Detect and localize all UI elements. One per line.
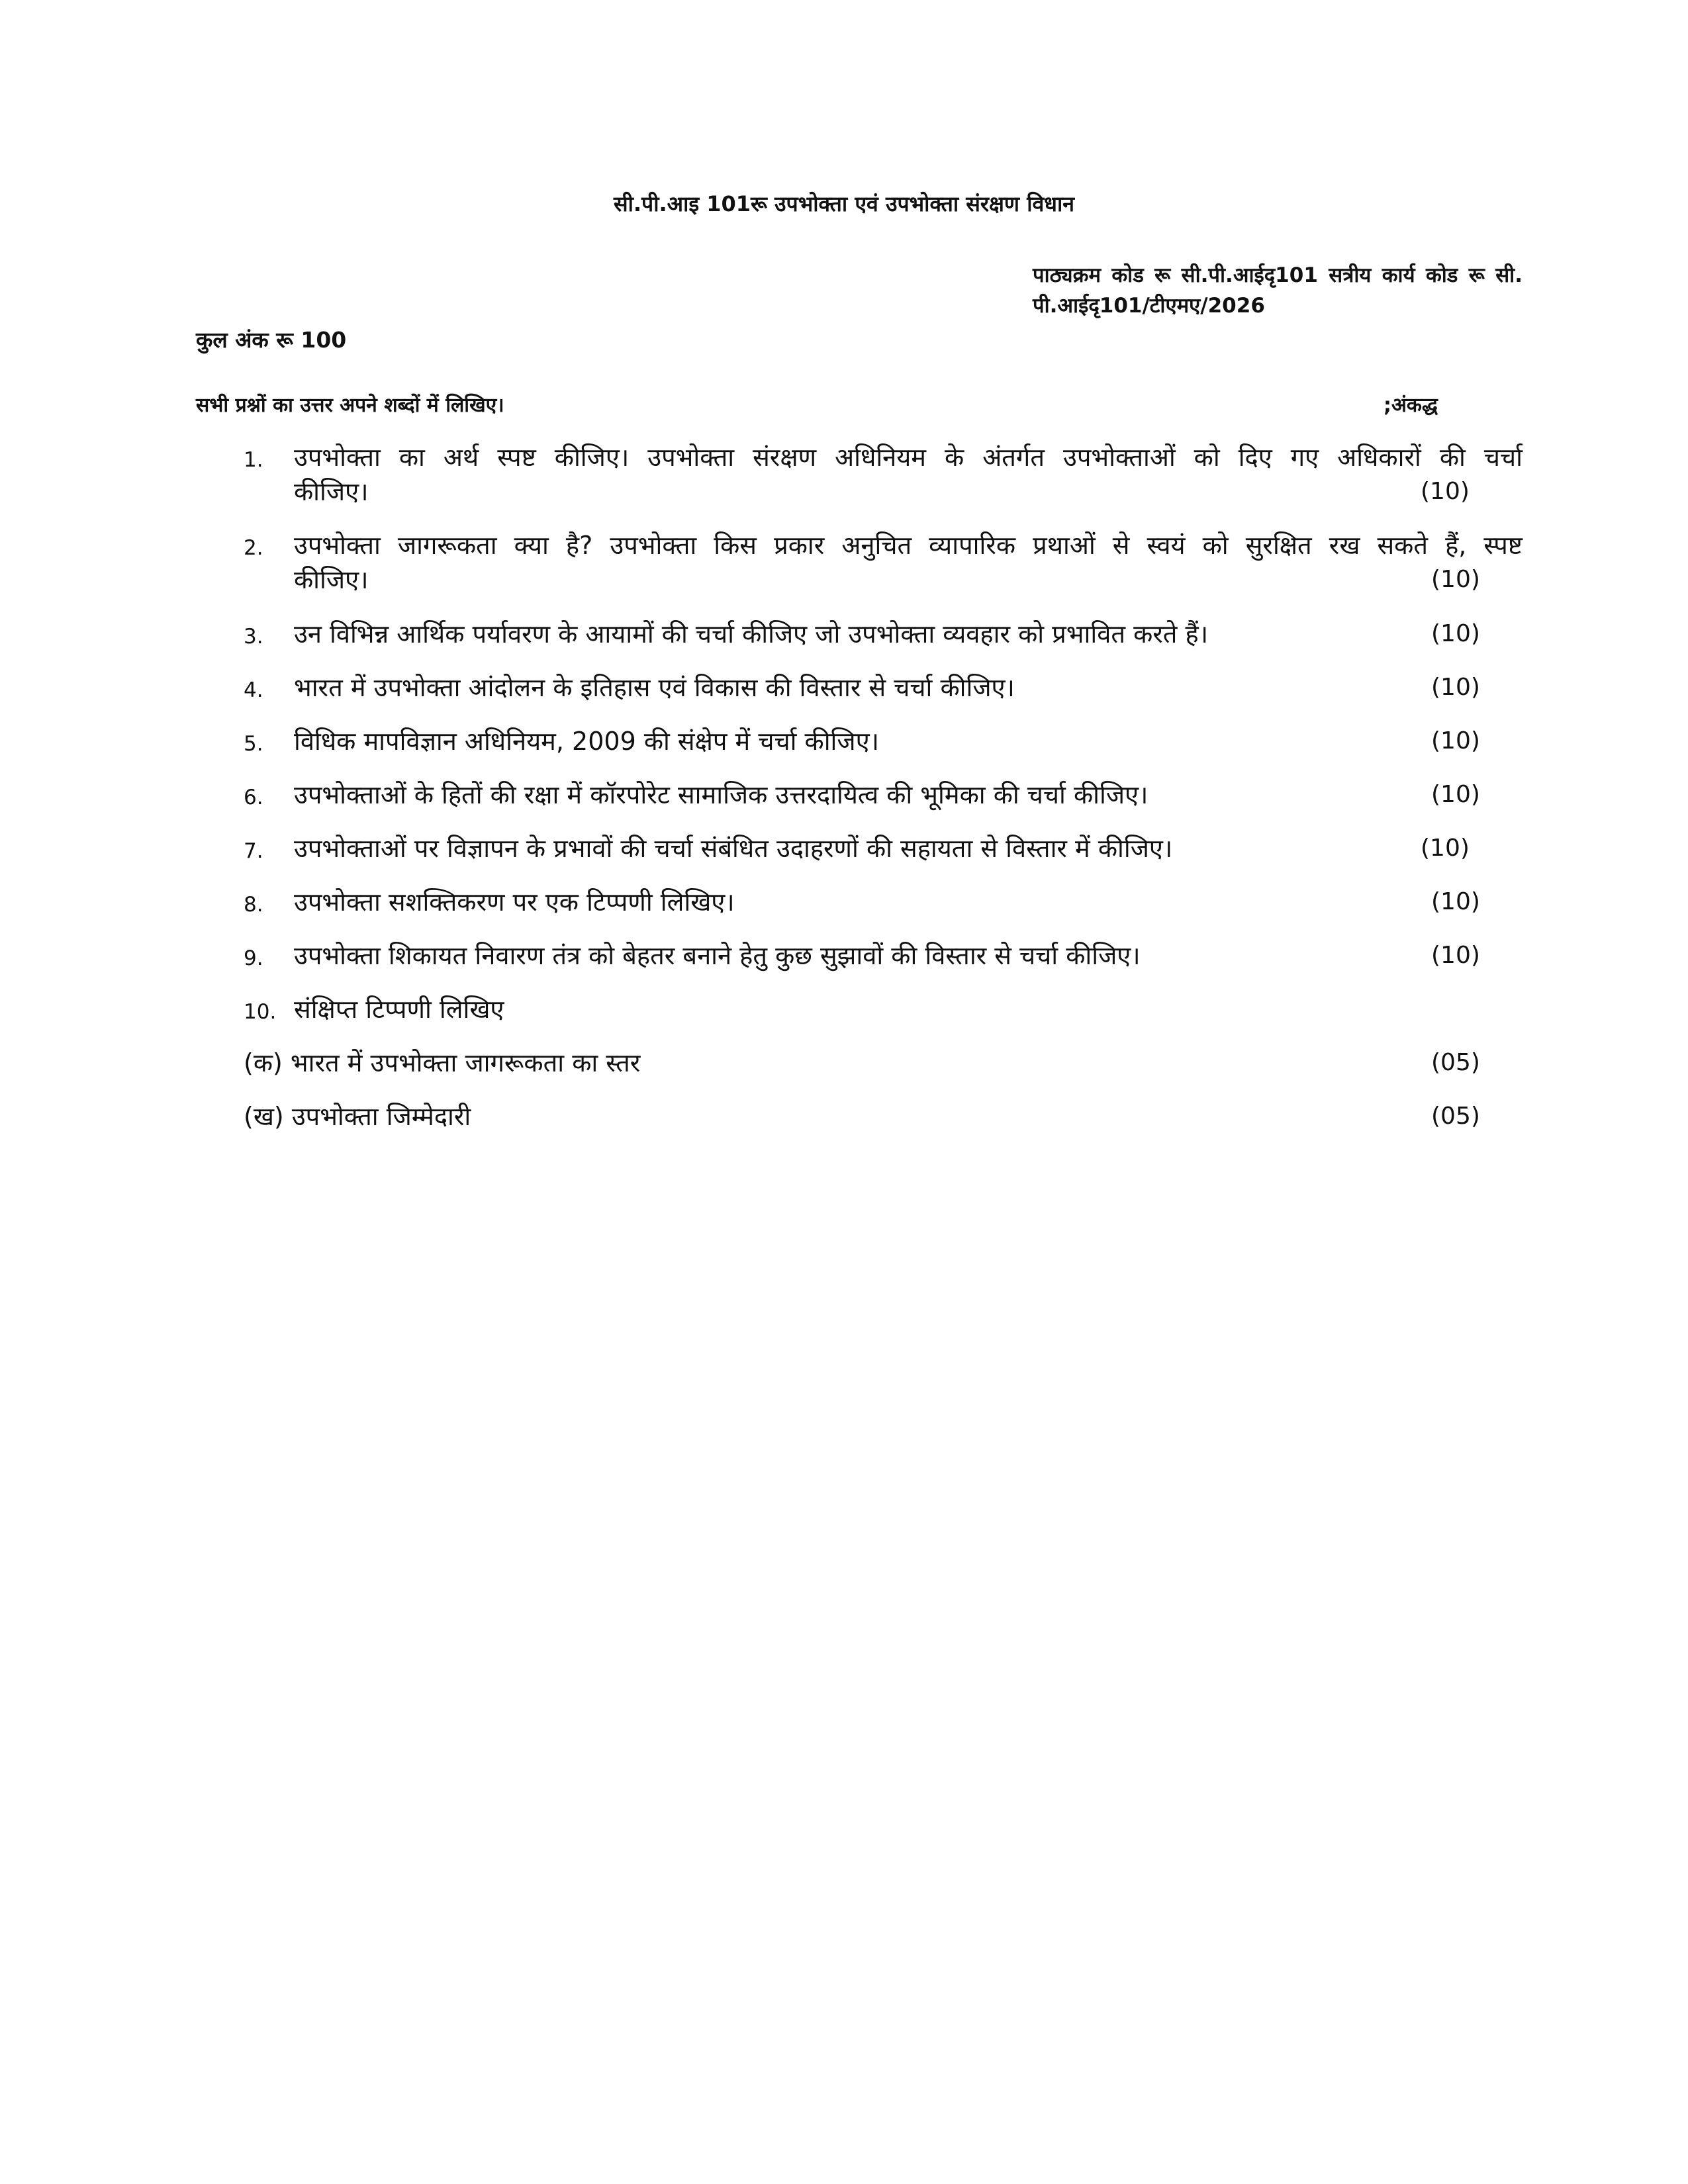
question-number: 1. — [244, 448, 263, 472]
question-text: उन विभिन्न आर्थिक पर्यावरण के आयामों की चर्चा कीजिए जो उपभोक्ता व्यवहार को प्रभावित करते हैं। — [294, 619, 1209, 649]
marks-heading: ;अंकद्ध — [1383, 394, 1438, 417]
question-number: 8. — [244, 893, 263, 917]
question-text-continued: कीजिए। — [294, 565, 369, 594]
question-text: उपभोक्ताओं के हितों की रक्षा में कॉरपोरेट सामाजिक उत्तरदायित्व की भूमिका की चर्चा कीजिए। — [294, 780, 1149, 809]
question-number: 10. — [244, 1000, 277, 1024]
question-3 — [244, 617, 1523, 654]
question-marks: (10) — [1431, 674, 1480, 701]
question-marks: (10) — [1431, 566, 1480, 593]
question-4 — [244, 670, 1523, 707]
question-6 — [244, 778, 1523, 815]
question-1 — [244, 440, 1523, 513]
total-marks: कुल अंक रू 100 — [196, 327, 347, 353]
question-number: 4. — [244, 678, 263, 702]
subpart-marks: (05) — [1431, 1103, 1480, 1130]
subpart-marks: (05) — [1431, 1049, 1480, 1076]
question-number: 5. — [244, 732, 263, 756]
question-marks: (10) — [1431, 727, 1480, 754]
course-code-line-1: पाठ्यक्रम कोड रू सी.पी.आईदृ101 सत्रीय कार्य कोड रू सी. — [1033, 263, 1523, 287]
question-5 — [244, 724, 1523, 761]
question-2 — [244, 528, 1523, 601]
question-marks: (10) — [1431, 781, 1480, 808]
subpart-kha — [244, 1099, 1523, 1136]
question-text: उपभोक्ता सशक्तिकरण पर एक टिप्पणी लिखिए। — [294, 887, 735, 917]
question-7 — [244, 831, 1523, 868]
course-code-line-2: पी.आईदृ101/टीएमए/2026 — [1033, 294, 1265, 318]
course-code-block — [1033, 260, 1523, 321]
question-number: 7. — [244, 839, 263, 863]
question-9 — [244, 938, 1523, 976]
question-text: भारत में उपभोक्ता आंदोलन के इतिहास एवं विकास की विस्तार से चर्चा कीजिए। — [294, 673, 1015, 702]
assignment-title: सी.पी.आइ 101रू उपभोक्ता एवं उपभोक्ता संरक्षण विधान — [613, 191, 1075, 216]
question-10 — [244, 992, 1523, 1029]
question-number: 9. — [244, 946, 263, 970]
question-8 — [244, 885, 1523, 922]
question-text: उपभोक्ता जागरूकता क्या है? उपभोक्ता किस प्रकार अनुचित व्यापारिक प्रथाओं से स्वयं को सुरक्षित रख सकते हैं, स्पष्ट — [294, 531, 1523, 560]
question-marks: (10) — [1421, 835, 1470, 862]
question-text: उपभोक्ता का अर्थ स्पष्ट कीजिए। उपभोक्ता संरक्षण अधिनियम के अंतर्गत उपभोक्ताओं को दिए गए अधिकारों की चर्चा — [294, 443, 1523, 472]
question-text: उपभोक्ता शिकायत निवारण तंत्र को बेहतर बनाने हेतु कुछ सुझावों की विस्तार से चर्चा कीजिए। — [294, 941, 1141, 970]
question-text: उपभोक्ताओं पर विज्ञापन के प्रभावों की चर्चा संबंधित उदाहरणों की सहायता से विस्तार में कीजिए। — [294, 834, 1173, 863]
subpart-text: (क) भारत में उपभोक्ता जागरूकता का स्तर — [244, 1048, 641, 1077]
question-marks: (10) — [1431, 942, 1480, 969]
question-marks: (10) — [1431, 888, 1480, 915]
instructions: सभी प्रश्नों का उत्तर अपने शब्दों में लिखिए। — [196, 394, 504, 417]
question-number: 2. — [244, 536, 263, 560]
question-number: 6. — [244, 786, 263, 809]
question-text-continued: कीजिए। — [294, 477, 369, 506]
question-number: 3. — [244, 625, 263, 649]
question-marks: (10) — [1421, 478, 1470, 505]
subpart-ka — [244, 1046, 1523, 1083]
question-text: संक्षिप्त टिप्पणी लिखिए — [294, 995, 504, 1024]
question-text: विधिक मापविज्ञान अधिनियम, 2009 की संक्षेप में चर्चा कीजिए। — [294, 727, 879, 756]
subpart-text: (ख) उपभोक्ता जिम्मेदारी — [244, 1102, 471, 1131]
question-marks: (10) — [1431, 620, 1480, 647]
